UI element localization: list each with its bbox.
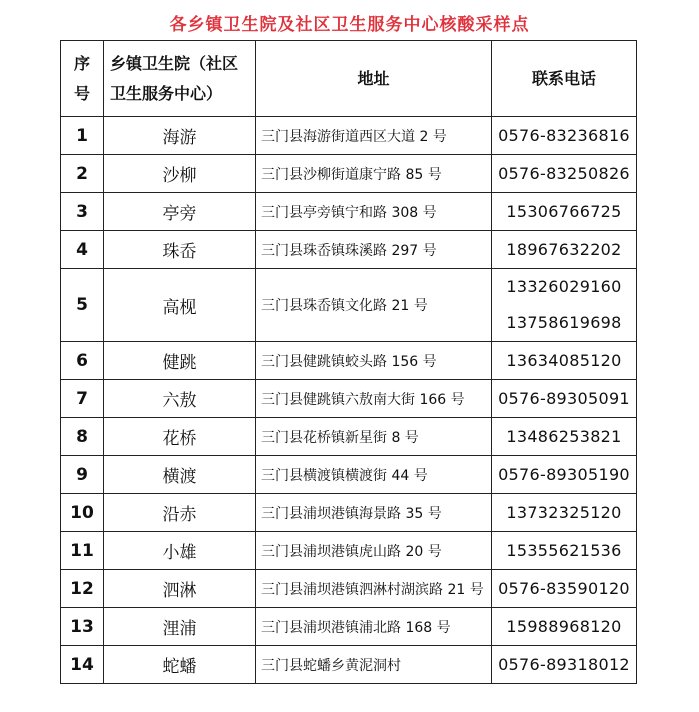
phone-number: 0576-89318012: [498, 654, 630, 674]
phone-number: 0576-83250826: [498, 163, 630, 183]
phone-cell: [492, 342, 637, 380]
phone-number: 13758619698: [506, 313, 622, 332]
row-number: 9: [61, 456, 104, 494]
phone-number: 13634085120: [506, 350, 622, 370]
phone-cell: [492, 117, 637, 155]
address-cell: 三门县海游街道西区大道 2 号: [256, 117, 492, 155]
row-number: 14: [61, 646, 104, 684]
health-center-name: 花桥: [104, 418, 256, 456]
address-cell: 三门县亭旁镇宁和路 308 号: [256, 193, 492, 231]
row-number: 5: [61, 269, 104, 342]
table-row: [61, 608, 637, 646]
phone-number: 13732325120: [506, 502, 622, 522]
table-row: [61, 155, 637, 193]
phone-cell: [492, 418, 637, 456]
table-row: [61, 342, 637, 380]
health-center-name: 浬浦: [104, 608, 256, 646]
phone-cell: [492, 570, 637, 608]
address-cell: 三门县浦坝港镇虎山路 20 号: [256, 532, 492, 570]
column-header-name-line2: 卫生服务中心）: [110, 83, 223, 103]
phone-cell: [492, 646, 637, 684]
address-cell: 三门县浦坝港镇浦北路 168 号: [256, 608, 492, 646]
health-center-name: 珠岙: [104, 231, 256, 269]
column-header-name: [104, 41, 256, 117]
table-row: [61, 570, 637, 608]
address-cell: 三门县横渡镇横渡街 44 号: [256, 456, 492, 494]
health-center-name: 亭旁: [104, 193, 256, 231]
address-cell: 三门县健跳镇六敖南大街 166 号: [256, 380, 492, 418]
health-center-name: 小雄: [104, 532, 256, 570]
row-number: 13: [61, 608, 104, 646]
table-row: [61, 646, 637, 684]
column-header-number: [61, 41, 104, 117]
row-number: 7: [61, 380, 104, 418]
health-center-name: 海游: [104, 117, 256, 155]
phone-cell: [492, 532, 637, 570]
phone-cell: [492, 456, 637, 494]
table-row: [61, 269, 637, 342]
row-number: 10: [61, 494, 104, 532]
address-cell: 三门县蛇蟠乡黄泥洞村: [256, 646, 492, 684]
column-header-number-line1: 序: [73, 53, 90, 73]
address-cell: 三门县浦坝港镇泗淋村湖滨路 21 号: [256, 570, 492, 608]
row-number: 1: [61, 117, 104, 155]
phone-number: 15988968120: [506, 616, 622, 636]
health-center-name: 六敖: [104, 380, 256, 418]
phone-number: 0576-89305091: [498, 388, 630, 408]
phone-number: 13326029160: [506, 277, 622, 296]
page-title: 各乡镇卫生院及社区卫生服务中心核酸采样点: [169, 15, 530, 35]
phone-cell: [492, 380, 637, 418]
column-header-number-line2: 号: [73, 83, 90, 103]
table-row: [61, 231, 637, 269]
table-row: [61, 193, 637, 231]
row-number: 3: [61, 193, 104, 231]
phone-cell: [492, 494, 637, 532]
row-number: 2: [61, 155, 104, 193]
health-center-name: 沙柳: [104, 155, 256, 193]
address-cell: 三门县浦坝港镇海景路 35 号: [256, 494, 492, 532]
health-center-name: 泗淋: [104, 570, 256, 608]
phone-cell: [492, 155, 637, 193]
address-cell: 三门县花桥镇新星街 8 号: [256, 418, 492, 456]
phone-cell: [492, 193, 637, 231]
phone-cell: [492, 269, 637, 342]
column-header-phone: 联系电话: [492, 41, 637, 117]
address-cell: 三门县沙柳街道康宁路 85 号: [256, 155, 492, 193]
phone-number: 0576-83590120: [498, 578, 630, 598]
health-center-name: 横渡: [104, 456, 256, 494]
table-row: [61, 418, 637, 456]
table-row: [61, 456, 637, 494]
column-header-name-line1: 乡镇卫生院（社区: [110, 53, 239, 73]
phone-number: 13486253821: [506, 426, 622, 446]
row-number: 12: [61, 570, 104, 608]
table-body: [61, 117, 637, 684]
phone-number: 0576-89305190: [498, 464, 630, 484]
address-cell: 三门县珠岙镇文化路 21 号: [256, 269, 492, 342]
table-row: [61, 532, 637, 570]
phone-number: 0576-83236816: [498, 125, 630, 145]
phone-cell: [492, 231, 637, 269]
row-number: 4: [61, 231, 104, 269]
sampling-sites-table: [60, 40, 637, 684]
table-row: [61, 494, 637, 532]
address-cell: 三门县健跳镇蛟头路 156 号: [256, 342, 492, 380]
health-center-name: 蛇蟠: [104, 646, 256, 684]
column-header-address: 地址: [256, 41, 492, 117]
phone-number: 18967632202: [506, 239, 622, 259]
phone-cell: [492, 608, 637, 646]
phone-number: 15355621536: [506, 540, 622, 560]
table-header-row: [61, 41, 637, 117]
health-center-name: 沿赤: [104, 494, 256, 532]
table-row: [61, 117, 637, 155]
row-number: 6: [61, 342, 104, 380]
row-number: 8: [61, 418, 104, 456]
row-number: 11: [61, 532, 104, 570]
health-center-name: 健跳: [104, 342, 256, 380]
health-center-name: 高枧: [104, 269, 256, 342]
address-cell: 三门县珠岙镇珠溪路 297 号: [256, 231, 492, 269]
phone-number: 15306766725: [506, 201, 622, 221]
table-row: [61, 380, 637, 418]
